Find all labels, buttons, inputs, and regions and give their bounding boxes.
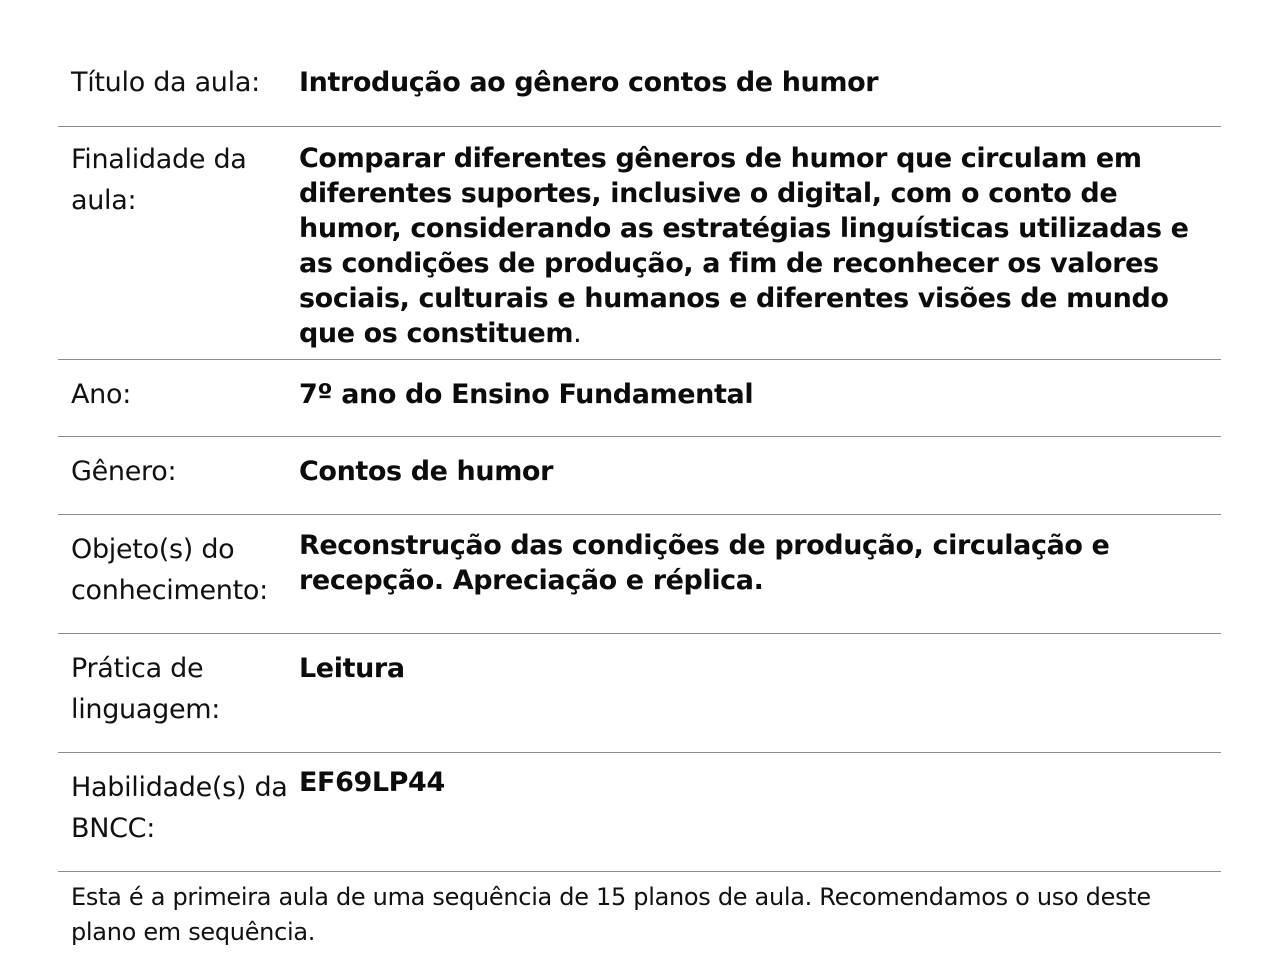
lesson-purpose-tail: . [573,318,582,349]
lesson-purpose-value: Comparar diferentes gêneros de humor que circulam em diferentes suportes, inclusive o digital, com o conto de humor, considerando as estratégias linguísticas utilizadas e as condições de produção, a fim de reconhecer os valores sociais, culturais e humanos e diferentes visões de mundo que os constituem [299,143,1189,349]
row-language-practice [58,634,1221,753]
genre-value: Contos de humor [299,456,553,487]
genre-label: Gênero: [71,456,177,487]
bncc-skills-value: EF69LP44 [299,767,445,798]
language-practice-value: Leitura [299,653,405,684]
row-knowledge-objects [58,515,1221,634]
school-year-label: Ano: [71,379,131,410]
row-bncc-skills [58,753,1221,872]
lesson-title-label: Título da aula: [71,67,260,98]
lesson-purpose-value-wrapper [299,127,1221,359]
row-lesson-title [58,48,1221,127]
lesson-plan-table [58,48,1221,950]
lesson-title-value: Introdução ao gênero contos de humor [299,67,879,98]
knowledge-objects-value: Reconstrução das condições de produção, circulação e recepção. Apreciação e réplica. [299,530,1110,596]
row-lesson-purpose [58,127,1221,360]
language-practice-label: Prática de linguagem: [71,653,221,725]
bncc-skills-label: Habilidade(s) da BNCC: [71,772,288,844]
row-genre [58,437,1221,515]
row-school-year [58,360,1221,437]
lesson-purpose-label: Finalidade da aula: [71,144,247,216]
school-year-value: 7º ano do Ensino Fundamental [299,379,754,410]
sequence-note: Esta é a primeira aula de uma sequência de 15 planos de aula. Recomendamos o uso deste plano em sequência. [71,883,1151,946]
knowledge-objects-label: Objeto(s) do conhecimento: [71,534,268,606]
